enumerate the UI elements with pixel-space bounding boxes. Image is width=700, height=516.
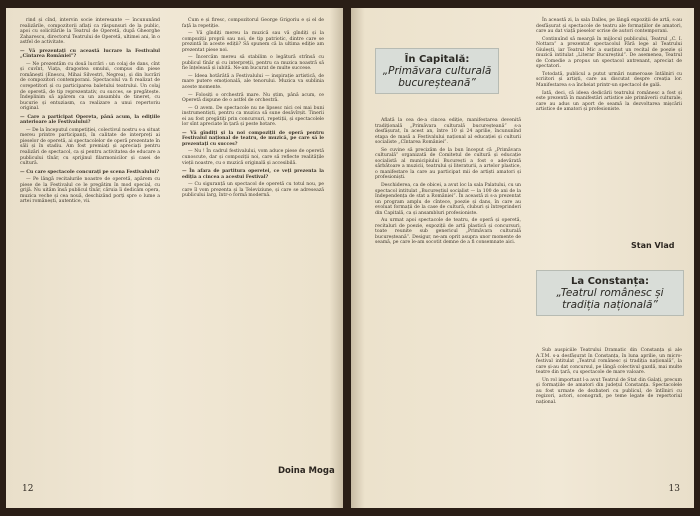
paragraph: Un rol important l-a avut Teatrul de Stat din Galați, precum și formațiile de amatori din județul Constanța. Spectacolele au fost urmate de dezbateri cu publicul, de întîlniri cu regizori, actori, scenografi, pe teme legate de repertoriul național. [536,377,682,405]
page-number-right: 13 [668,484,680,494]
paragraph: Sub auspiciile Teatrului Dramatic din Constanța și ale A.T.M. s-a desfășurat în Constanța, în luna aprilie, un micro-festival intitulat „Teatrul românesc și tradiția națională”, la care și-au dat concursul, pe lângă colectivul gazdă, mai multe teatre din țară, cu spectacole de mare valoare. [536,348,682,376]
paragraph: Iată, deci, că ideea dedicării teatrului românesc a fost și este prezentă în manifestări artistice ale primăverii culturale, care au adus un aport de seamă la dezvoltarea mișcării artistice de amatori și profesioniste. [536,90,682,113]
right-column-2-bottom [536,348,682,407]
paragraph: rind și cînd, intervin socie interesante — încununând realizările, compozitorii aflați ca răspunsuri de la public, apoi cu solicitările la Teatrul de Operetă, după Gheorghe Zaharescu, directorul Teatrului de Operetă, ultimei ani, în o astfel de activitate. [20,18,160,46]
paragraph: În această zi, la sala Dalles, pe lângă expoziții de artă, s-au desfășurat și spectacole de teatru ale formațiilor de amatori, care au dat viață pieselor scrise de autori contemporani. [536,18,682,35]
constanta-headline-title: „Teatrul românesc și tradiția națională” [556,287,664,311]
constanta-headline-city: La Constanța: [570,276,650,287]
paragraph: — De la începutul competiției, colectivul nostru s-a situat mereu printre participanți, în calitate de interpreți ai pieselor de operetă, ai spectacolelor de operă prezentate în săli și în stadiu. Am fost premiați și apreciați pentru realizări de spectacol, ca și pentru activitatea de educare a publicului tînăr, cu sprijinul filarmonicilor și casei de cultură. [20,127,160,167]
capitala-headline-city: În Capitală: [404,54,470,65]
right-column-1 [375,118,521,248]
right-column-2 [536,18,682,115]
constanta-headline-box [536,270,684,316]
paragraph: — În afara de partitura operetei, ce veți prezenta la ediția a cincea a acestui Festival? [182,169,324,180]
paragraph: Cum e și firesc, compozitorul George Grigoriu e și el de față la repetiție. [182,18,324,29]
capitala-headline-title: „Primăvara culturală bucureșteană” [382,65,492,89]
paragraph: — Cu siguranță un spectacol de operetă cu totul nou, pe care îl vom prezenta și la Televiziune, și care se adresează publicului larg, într-o formă modernă. [182,182,324,199]
left-column-1 [20,18,160,207]
paragraph: Aflată la cea de-a cincea ediție, manifestarea devenită tradițională „Primăvara culturală bucureșteană” s-a desfășurat, în acest an, între 10 și 24 aprilie, încununînd etapa de masă a Festivalului național al educației și culturii socialiste „Cîntarea României”. [375,118,521,146]
paragraph: — O avem. De spectacole nu ne lipsesc nici cei mai buni instrumentiști, pentru ca muzica să sune desăvîrșit. Tinerii ei au fost pregătiți prin concursuri, repetiții, și spectacolele lor sînt apreciate în țară și peste hotare. [182,105,324,128]
paragraph: — Folosiți o orchestră mare. Nu știm, până acum, ce Operetă dispune de o astfel de orchestră. [182,92,324,104]
paragraph: — Vă gîndiți și la noi compoziții de operă pentru Festivalul național de teatru, de muzică, pe care să le prezentați cu succes? [182,130,324,147]
left-page [6,8,343,508]
paragraph: Au urmat apoi spectacole de teatru, de operă și operetă, recitaluri de poezie, expoziții de artă plastică și concursuri, toate reunite sub genericul „Primăvara culturală bucureșteană”. Desigur, ne-am oprit asupra unor momente de seamă, pe care le-am socotit demne de a fi consemnate aici. [375,218,521,246]
paragraph: — Cu care spectacole concurați pe scena Festivalului? [20,169,160,175]
left-column-2 [182,18,324,201]
paragraph: — Ideea hotărâtă a Festivalului — inspirație artistică, de mare putere emoțională, ale tenorului. Muzica va sublinia aceste momente. [182,73,324,91]
paragraph: — Ne prezentăm cu două lucrări : un colaj de dans, cînt și cuvînt, Viața, dragostea omului, compus din piese românești (Enescu, Mihai Silvestri, Negrea), și din lucrări de compozitori contemporani. Spectacolul va fi realizat de corepetitori și cu participarea baletului teatrului. Un colaj de operetă, de tip reprezentativ, cu succes, se pregătește. Îndeplinim să apărem ca un ansamblu de tineret, cu bucurie și entuziasm, ca realizare a unui repertoriu original. [20,61,160,112]
paragraph: — Vă prezentați cu această lucrare la Festivalul „Cîntarea României”? [20,48,160,60]
author-signature-stan-vlad: Stan Vlad [631,241,675,250]
paragraph: Se cuvine să precizăm de la bun început că „Primăvara culturală” organizată de Comitetul de cultură și educație socialistă al municipiului București a fost o adevărată sărbătoare a muzicii, teatrului și literaturii, a artelor plastice, o manifestare la care au participat mii de artiști amatori și profesioniști. [375,147,521,181]
page-number-left: 12 [22,484,34,494]
author-signature-doina-moga: Doina Moga [278,466,335,476]
right-page [351,8,694,508]
capitala-headline-box [375,48,499,94]
paragraph: — Care a participat Opereta, până acum, la ediţiile anterioare ale Festivalului? [20,114,160,126]
paragraph: Deschiderea, ca de obicei, a avut loc la sala Palatului, cu un spectacol intitulat „Bucureștiul socialist — la 100 de ani de la Independența de stat a României”. În această zi s-a prezentat un program amplu de cîntece, poezie și dans, în care au evoluat formații de la case de cultură, cluburi și întreprinderi din Capitală, ca și ansambluri profesioniste. [375,183,521,216]
paragraph: — Încercăm mereu să stabilim o legătură strînsă cu publicul tînăr și cu interpreții, pentru ca muzica noastră să fie înțeleasă și iubită. Ne-am bucurat de multe succese. [182,55,324,72]
paragraph: — Vă gîndiți mereu la muzică sau vă gîndiți și la compoziții proprii sau noi, de tip patriotic, dintre care se prezintă în aceste ediții? Să spunem că la ultima ediție am prezentat piese noi. [182,31,324,53]
paragraph: Totodată, publicul a putut urmări numeroase întâlniri cu scriitori și artiști, care au discutat despre creația lor. Manifestarea s-a încheiat printr-un spectacol de gală. [536,71,682,89]
paragraph: Continuînd să meargă în mijlocul publicului, Teatrul „C. I. Nottara” a prezentat spectacolul Fără lege al Teatrului Giulești, iar Teatrul Mic a susținut un recital de poezie și muzică intitulat „Literar Bucureștiul”. De asemenea, Teatrul de Comedie a propus un spectacol antrenant, apreciat de spectatori. [536,36,682,70]
paragraph: — Nu ! În cadrul festivalului, vom aduce piese de operetă cunoscute, dar și compoziții noi, care să reflecte realitățile vieții noastre, cu o muzică originală și accesibilă. [182,149,324,166]
paragraph: — Pe lângă recitalurile noastre de operetă, apărem cu piese de la Festivalul ce le pregătim în mod special, cu grijă. Nu uităm însă publicul tînăr, căruia îi dedicăm opera, muzica veche și cea nouă, deschizând porți spre o lume a artei românești, autentice, vii. [20,177,160,205]
